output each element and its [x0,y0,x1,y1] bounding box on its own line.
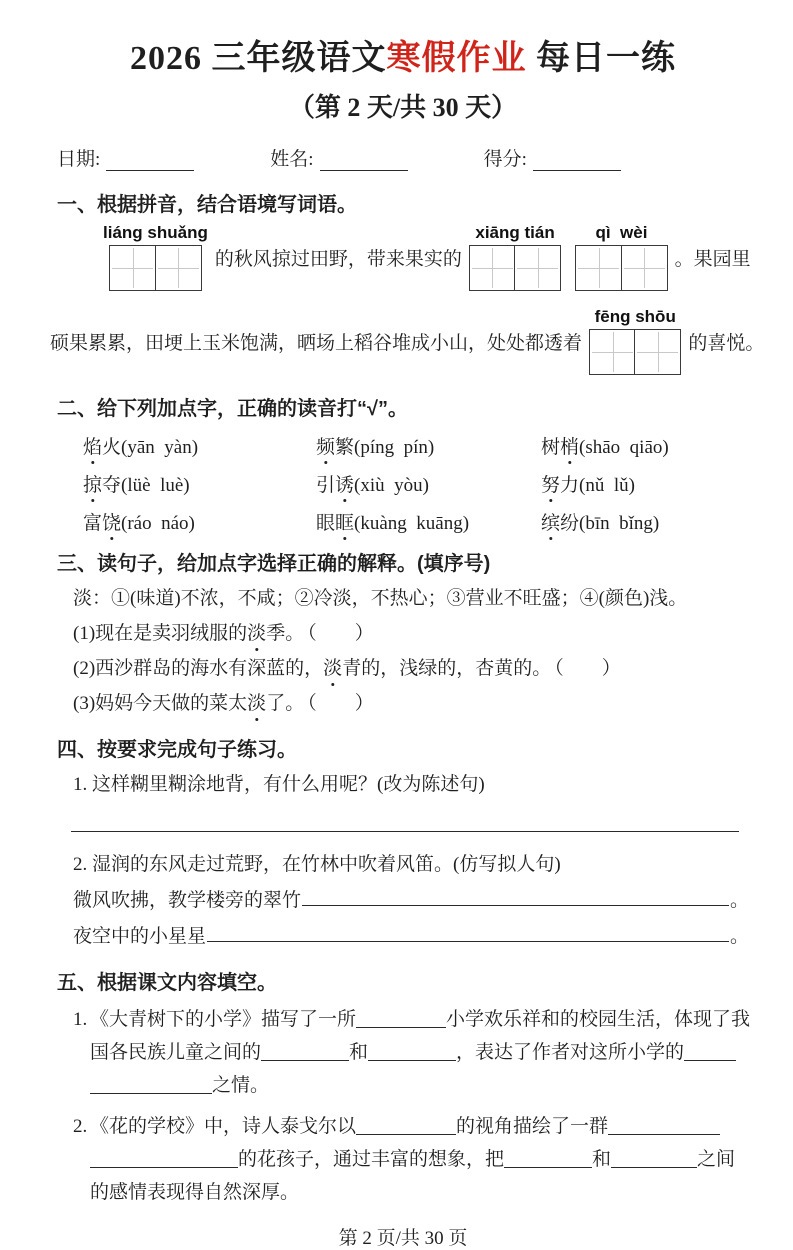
sentence-text: 的视角描绘了一群 [456,1116,609,1137]
tianzige-cell [514,245,561,291]
sentence-text: 妈妈今天做的菜太 [95,693,248,714]
pronunciation-item [541,508,749,535]
sentence-text: 。 [729,890,749,911]
question-line [73,1036,749,1069]
word-text: 火 [102,437,122,458]
sentence-text: 《大青树下的小学》描写了一所 [90,1009,357,1030]
sentence-text: 之情。 [212,1075,270,1096]
pronunciation-item [83,432,316,459]
dotted-char: 缤 [541,508,560,535]
answer-line [302,888,729,906]
pinyin-options: (bīn bǐng) [579,513,660,534]
page-number: 第 2 页/共 30 页 [338,1228,468,1249]
dotted-char: 眶 [335,508,354,535]
name-field [270,144,407,171]
sentence-text: 和 [592,1149,612,1170]
title-text-red: 寒假作业 [386,40,527,77]
writing-boxes [109,245,201,291]
fill-blank [368,1041,456,1061]
page-subtitle: （第 2 天/共 30 天） [288,93,518,122]
pinyin-box-group [103,223,208,291]
tianzige-cell [634,329,681,375]
sentence-text: 和 [349,1042,369,1063]
section1-line2 [50,307,765,375]
section1-line1 [57,223,749,291]
writing-boxes [575,245,667,291]
date-field [57,144,194,171]
sentence-text: 了。 [266,693,305,714]
question-line [73,1176,749,1209]
date-blank [106,150,194,171]
sentence-number: (2) [73,658,96,679]
pinyin-options: (píng pín) [354,437,435,458]
sentence-text: 。 [729,926,749,947]
pinyin-options: (xiù yòu) [354,475,429,496]
word-text: 眼 [316,513,336,534]
word-text: 树 [541,437,561,458]
score-field [484,144,621,171]
pronunciation-item [541,432,749,459]
sentence-text: 现在是卖羽绒服的 [95,623,248,644]
question-line [73,1110,749,1143]
answer-line [207,924,729,942]
sentence-number: (3) [73,693,96,714]
write-line [57,924,749,949]
sentence-item [57,692,749,716]
question-line [73,1069,749,1102]
sentence-text: 。果园里 [674,248,751,270]
pinyin-options: (nǔ lǔ) [579,475,635,496]
section1-heading: 一、根据拼音，结合语境写词语。 [57,194,357,216]
question-text: 2. 湿润的东风走过荒野，在竹林中吹着风笛。(仿写拟人句) [73,854,561,875]
sentence-item [57,657,749,681]
sentence-text: 的感情表现得自然深厚。 [90,1182,300,1203]
pinyin-options: (ráo náo) [121,513,195,534]
sentence-text: 的喜悦。 [688,332,765,354]
dotted-char: 淡 [247,623,267,644]
dotted-char: 焰 [83,432,102,459]
word-text: 富 [83,513,103,534]
title-text-post: 每日一练 [526,40,676,77]
write-line [57,888,749,913]
sentence-text: 青的，浅绿的，杏黄的。 [342,658,552,679]
pinyin-box-group [575,223,667,291]
fill-blank [356,1008,446,1028]
word-text: 夺 [102,475,122,496]
score-label: 得分: [483,149,527,170]
fill-blank [90,1148,238,1168]
section2-heading: 二、给下列加点字，正确的读音打“√”。 [57,398,408,420]
tianzige-cell [109,245,156,291]
dotted-char: 淡 [323,658,343,679]
dotted-char: 淡 [247,693,267,714]
sentence-text: 之间 [697,1149,736,1170]
pinyin-box-group [589,307,681,375]
question-line [73,1003,749,1036]
pinyin-label: fēng shōu [594,307,676,326]
fill-blank [504,1148,592,1168]
question-line [73,1143,749,1176]
pronunciation-item [83,508,316,535]
tianzige-cell [155,245,202,291]
pinyin-options: (yān yàn) [121,437,199,458]
section5-heading: 五、根据课文内容填空。 [57,972,277,994]
page-title [57,30,749,79]
section3-heading: 三、读句子，给加点字选择正确的解释。(填序号) [57,553,491,575]
pronunciation-item [316,432,541,459]
answer-bracket: （ ） [307,623,374,644]
pronunciation-item [316,508,541,535]
sentence-text: 《花的学校》中，诗人泰戈尔以 [90,1116,357,1137]
dotted-char: 掠 [83,470,102,497]
tianzige-cell [621,245,668,291]
fill-blank [261,1041,349,1061]
sentence-text: 西沙群岛的海水有深蓝的， [95,658,324,679]
dotted-char: 梢 [560,432,579,459]
info-row [57,144,749,171]
fill-question [57,1110,749,1209]
name-blank [320,150,408,171]
dotted-char: 诱 [335,470,354,497]
name-label: 姓名: [270,149,314,170]
pinyin-box-group [469,223,561,291]
fill-blank [684,1041,736,1061]
sentence-text: ，表达了作者对这所小学的 [456,1042,685,1063]
date-label: 日期: [57,149,101,170]
question-text: 1. 这样糊里糊涂地背，有什么用呢？(改为陈述句) [73,774,485,795]
word-text: 力 [560,475,580,496]
tianzige-cell [575,245,622,291]
pinyin-options: (lüè luè) [121,475,190,496]
fill-blank [356,1115,456,1135]
pinyin-options: (shāo qiāo) [579,437,669,458]
fill-blank [90,1074,212,1094]
sentence-text: 国各民族儿童之间的 [90,1042,262,1063]
answer-line [71,829,739,832]
sentence-item [57,622,749,646]
sentence-text: 微风吹拂，教学楼旁的翠竹 [73,890,302,911]
tianzige-cell [469,245,516,291]
dotted-char: 频 [316,432,335,459]
pinyin-label: xiāng tián [475,223,555,242]
question-number: 2. [73,1116,88,1137]
sentence-text: 夜空中的小星星 [73,926,207,947]
writing-boxes [469,245,561,291]
score-blank [533,150,621,171]
dotted-char: 饶 [102,508,121,535]
fill-blank [608,1115,720,1135]
pronunciation-item [83,470,316,497]
word-text: 纷 [560,513,580,534]
title-text-pre: 2026 三年级语文 [130,40,387,77]
sentence-text: 小学欢乐祥和的校园生活，体现了我 [446,1009,751,1030]
sentence-number: (1) [73,623,96,644]
tianzige-cell [589,329,636,375]
definition-line: 淡：①(味道)不浓，不咸；②冷淡，不热心；③营业不旺盛；④(颜色)浅。 [73,588,688,609]
fill-blank [611,1148,697,1168]
answer-bracket: （ ） [307,693,374,714]
pinyin-label: qì wèi [595,223,648,242]
sentence-text: 硕果累累，田埂上玉米饱满，晒场上稻谷堆成小山，处处都透着 [50,332,583,354]
pronunciation-item [316,470,541,497]
pronunciation-item [541,470,749,497]
word-text: 繁 [335,437,355,458]
fill-question [57,1003,749,1102]
dotted-char: 努 [541,470,560,497]
pinyin-options: (kuàng kuāng) [354,513,470,534]
question-number: 1. [73,1009,88,1030]
sentence-text: 季。 [266,623,305,644]
sentence-text: 的花孩子，通过丰富的想象，把 [238,1149,505,1170]
writing-boxes [589,329,681,375]
answer-bracket: （ ） [554,658,621,679]
sentence-text: 的秋风掠过田野，带来果实的 [214,248,462,270]
word-text: 引 [316,475,336,496]
pronunciation-grid [57,432,749,535]
pinyin-label: liáng shuǎng [103,223,208,242]
section4-heading: 四、按要求完成句子练习。 [57,739,297,761]
